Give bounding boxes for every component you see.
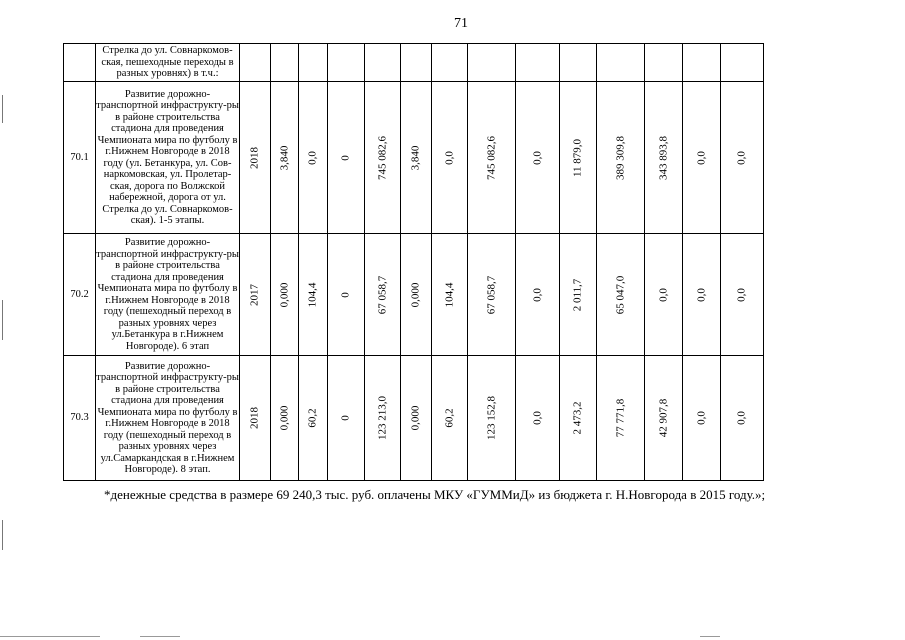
budget-table (63, 43, 764, 481)
value-cell: 60,2 (299, 356, 328, 481)
value-cell (271, 44, 299, 82)
value-cell: 0,0 (516, 234, 560, 356)
value-cell (560, 44, 597, 82)
value-cell: 0,0 (432, 82, 468, 234)
value-cell (328, 44, 365, 82)
value-cell: 0,0 (645, 234, 683, 356)
row-description: Развитие дорожно-транспортной инфраструкту-ры в районе строительства стадиона для проведения Чемпионата мира по футболу в г.Нижнем Новгороде в 2018 году (пешеходный переход в разных уровнях через ул.Самаркандская в г.Нижнем Новгороде). 8 этап. (96, 356, 240, 481)
value-cell: 3,840 (271, 82, 299, 234)
value-cell: 0 (328, 234, 365, 356)
value-cell: 0 (328, 82, 365, 234)
value-cell (721, 44, 764, 82)
value-cell: 2018 (240, 82, 271, 234)
value-cell: 0,000 (401, 234, 432, 356)
value-cell: 123 152,8 (468, 356, 516, 481)
value-cell: 0,000 (271, 234, 299, 356)
scan-edge-mark (700, 636, 720, 637)
value-cell: 0,0 (683, 82, 721, 234)
scan-edge-mark (2, 95, 3, 123)
value-cell: 0,0 (299, 82, 328, 234)
value-cell: 343 893,8 (645, 82, 683, 234)
value-cell (365, 44, 401, 82)
table-row (64, 82, 764, 234)
value-cell: 0,0 (721, 234, 764, 356)
value-cell: 2017 (240, 234, 271, 356)
value-cell (516, 44, 560, 82)
value-cell: 67 058,7 (468, 234, 516, 356)
scan-edge-mark (0, 636, 100, 637)
value-cell: 0,000 (271, 356, 299, 481)
scan-edge-mark (2, 300, 3, 340)
value-cell (645, 44, 683, 82)
value-cell: 0,0 (516, 82, 560, 234)
value-cell (683, 44, 721, 82)
value-cell: 0 (328, 356, 365, 481)
value-cell: 123 213,0 (365, 356, 401, 481)
value-cell (597, 44, 645, 82)
row-number: 70.1 (64, 82, 96, 234)
row-description: Развитие дорожно-транспортной инфраструкту-ры в районе строительства стадиона для проведения Чемпионата мира по футболу в г.Нижнем Новгороде в 2018 году (ул. Бетанкура, ул. Сов-наркомовская, ул. Пролетар-ская, дорога по Волжской набережной, дорога от ул. Стрелка до ул. Совнаркомов-ская). 1-5 этапы. (96, 82, 240, 234)
row-number: 70.2 (64, 234, 96, 356)
value-cell (401, 44, 432, 82)
scan-edge-mark (140, 636, 180, 637)
value-cell: 11 879,0 (560, 82, 597, 234)
value-cell: 77 771,8 (597, 356, 645, 481)
value-cell: 0,0 (683, 234, 721, 356)
value-cell: 0,0 (721, 82, 764, 234)
value-cell: 104,4 (299, 234, 328, 356)
value-cell: 2 011,7 (560, 234, 597, 356)
value-cell: 745 082,6 (468, 82, 516, 234)
value-cell: 60,2 (432, 356, 468, 481)
row-number-cell (64, 44, 96, 82)
value-cell: 0,0 (683, 356, 721, 481)
value-cell: 2018 (240, 356, 271, 481)
value-cell (240, 44, 271, 82)
value-cell (432, 44, 468, 82)
value-cell: 104,4 (432, 234, 468, 356)
table-row (64, 44, 764, 82)
value-cell: 0,000 (401, 356, 432, 481)
value-cell: 3,840 (401, 82, 432, 234)
table-row (64, 356, 764, 481)
value-cell: 0,0 (516, 356, 560, 481)
table-row (64, 234, 764, 356)
value-cell (468, 44, 516, 82)
footnote: *денежные средства в размере 69 240,3 тыс. руб. оплачены МКУ «ГУММиД» из бюджета г. Н.Новгорода в 2015 году.»; (104, 487, 766, 502)
value-cell: 745 082,6 (365, 82, 401, 234)
value-cell (299, 44, 328, 82)
page-number: 71 (454, 16, 468, 31)
value-cell: 389 309,8 (597, 82, 645, 234)
value-cell: 65 047,0 (597, 234, 645, 356)
value-cell: 42 907,8 (645, 356, 683, 481)
row-description: Стрелка до ул. Совнаркомов-ская, пешеходные переходы в разных уровнях) в т.ч.: (96, 44, 240, 82)
row-description: Развитие дорожно-транспортной инфраструкту-ры в районе строительства стадиона для проведения Чемпионата мира по футболу в г.Нижнем Новгороде в 2018 году (пешеходный переход в разных уровнях через ул.Бетанкура в г.Нижнем Новгороде). 6 этап (96, 234, 240, 356)
value-cell: 67 058,7 (365, 234, 401, 356)
row-number: 70.3 (64, 356, 96, 481)
value-cell: 2 473,2 (560, 356, 597, 481)
scan-edge-mark (2, 520, 3, 550)
value-cell: 0,0 (721, 356, 764, 481)
